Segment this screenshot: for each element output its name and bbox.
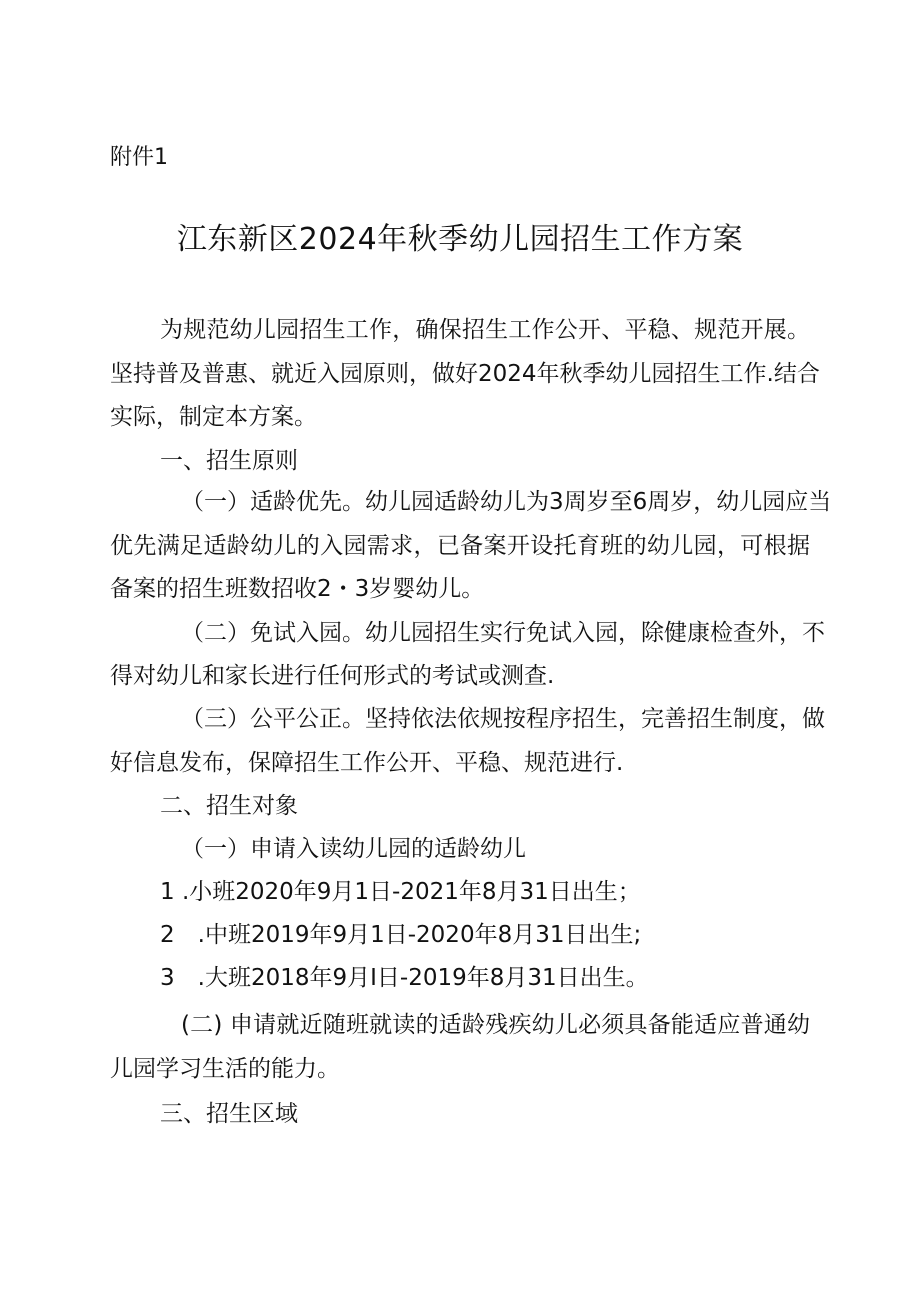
section-1-item-1-line-3: 备案的招生班数招收2・3岁婴幼儿。 xyxy=(110,576,485,602)
section-1-item-3-line-2: 好信息发布，保障招生工作公开、平稳、规范进行. xyxy=(110,750,624,776)
list-item: 1 .小班2020年9月1日-2021年8月31日出生； xyxy=(160,879,641,905)
section-2-sub-1: （一）申请入读幼儿园的适龄幼儿 xyxy=(181,836,526,862)
section-1-item-1-line-2: 优先满足适龄幼儿的入园需求，已备案开设托育班的幼儿园，可根据 xyxy=(110,533,810,559)
intro-line-1: 为规范幼儿园招生工作，确保招生工作公开、平稳、规范开展。 xyxy=(160,317,810,343)
section-1-heading: 一、招生原则 xyxy=(160,448,298,474)
section-3-heading: 三、招生区域 xyxy=(160,1101,298,1127)
list-item: 2 .中班2019年9月1日-2020年8月31日出生; xyxy=(160,922,642,948)
list-item: 3 .大班2018年9月I日-2019年8月31日出生。 xyxy=(160,965,649,991)
section-2-heading: 二、招生对象 xyxy=(160,793,298,819)
intro-line-2: 坚持普及普惠、就近入园原则，做好2024年秋季幼儿园招生工作.结合 xyxy=(110,361,820,387)
annex-label: 附件1 xyxy=(110,145,168,170)
section-2-sub-2-line-1: (二) 申请就近随班就读的适龄残疾幼儿必须具备能适应普通幼 xyxy=(181,1012,810,1038)
section-1-item-1-line-1: （一）适龄优先。幼儿园适龄幼儿为3周岁至6周岁，幼儿园应当 xyxy=(181,489,832,515)
section-2-sub-2-line-2: 儿园学习生活的能力。 xyxy=(110,1056,340,1082)
intro-line-3: 实际，制定本方案。 xyxy=(110,404,317,430)
section-1-item-3-line-1: （三）公平公正。坚持依法依规按程序招生，完善招生制度，做 xyxy=(181,706,825,732)
section-1-item-2-line-2: 得对幼儿和家长进行任何形式的考试或测查. xyxy=(110,663,555,689)
document-title: 江东新区2024年秋季幼儿园招生工作方案 xyxy=(176,222,744,257)
section-1-item-2-line-1: （二）免试入园。幼儿园招生实行免试入园，除健康检查外，不 xyxy=(181,620,825,646)
